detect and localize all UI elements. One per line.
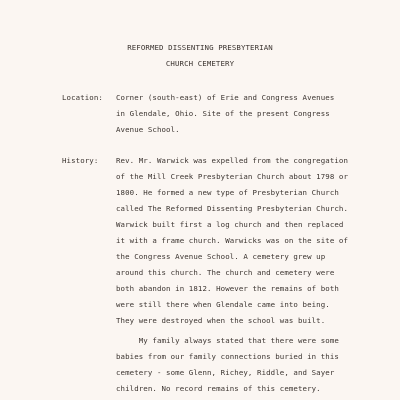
history-line: babies from our family connections buried in this xyxy=(116,352,339,361)
history-line: it with a frame church. Warwicks was on the site of xyxy=(116,236,349,245)
history-line: around this church. The church and cemetery were xyxy=(116,268,335,277)
location-line: in Glendale, Ohio. Site of the present Congress xyxy=(116,109,330,118)
history-line: called The Reformed Dissenting Presbyterian Church. xyxy=(116,204,349,213)
history-line: of the Mill Creek Presbyterian Church about 1798 or xyxy=(116,172,349,181)
history-line: 1800. He formed a new type of Presbyterian Church xyxy=(116,188,339,197)
document-title: REFORMED DISSENTING PRESBYTERIAN xyxy=(127,43,273,52)
location-line: Avenue School. xyxy=(116,125,180,134)
location-label: Location: xyxy=(62,93,103,102)
history-line: the Congress Avenue School. A cemetery grew up xyxy=(116,252,326,261)
history-line: were still there when Glendale came into being. xyxy=(116,300,330,309)
location-line: Corner (south-east) of Erie and Congress Avenues xyxy=(116,93,335,102)
history-line: Warwick built first a log church and then replaced xyxy=(116,220,344,229)
history-line: both abandon in 1812. However the remains of both xyxy=(116,284,339,293)
history-label: History: xyxy=(62,156,99,165)
history-line: They were destroyed when the school was built. xyxy=(116,316,326,325)
document-subtitle: CHURCH CEMETERY xyxy=(165,59,235,68)
history-line: children. No record remains of this cemetery. xyxy=(116,384,321,393)
history-line: Rev. Mr. Warwick was expelled from the congregation xyxy=(116,156,349,165)
history-line: My family always stated that there were some xyxy=(116,336,339,345)
history-line: cemetery - some Glenn, Richey, Riddle, and Sayer xyxy=(116,368,335,377)
